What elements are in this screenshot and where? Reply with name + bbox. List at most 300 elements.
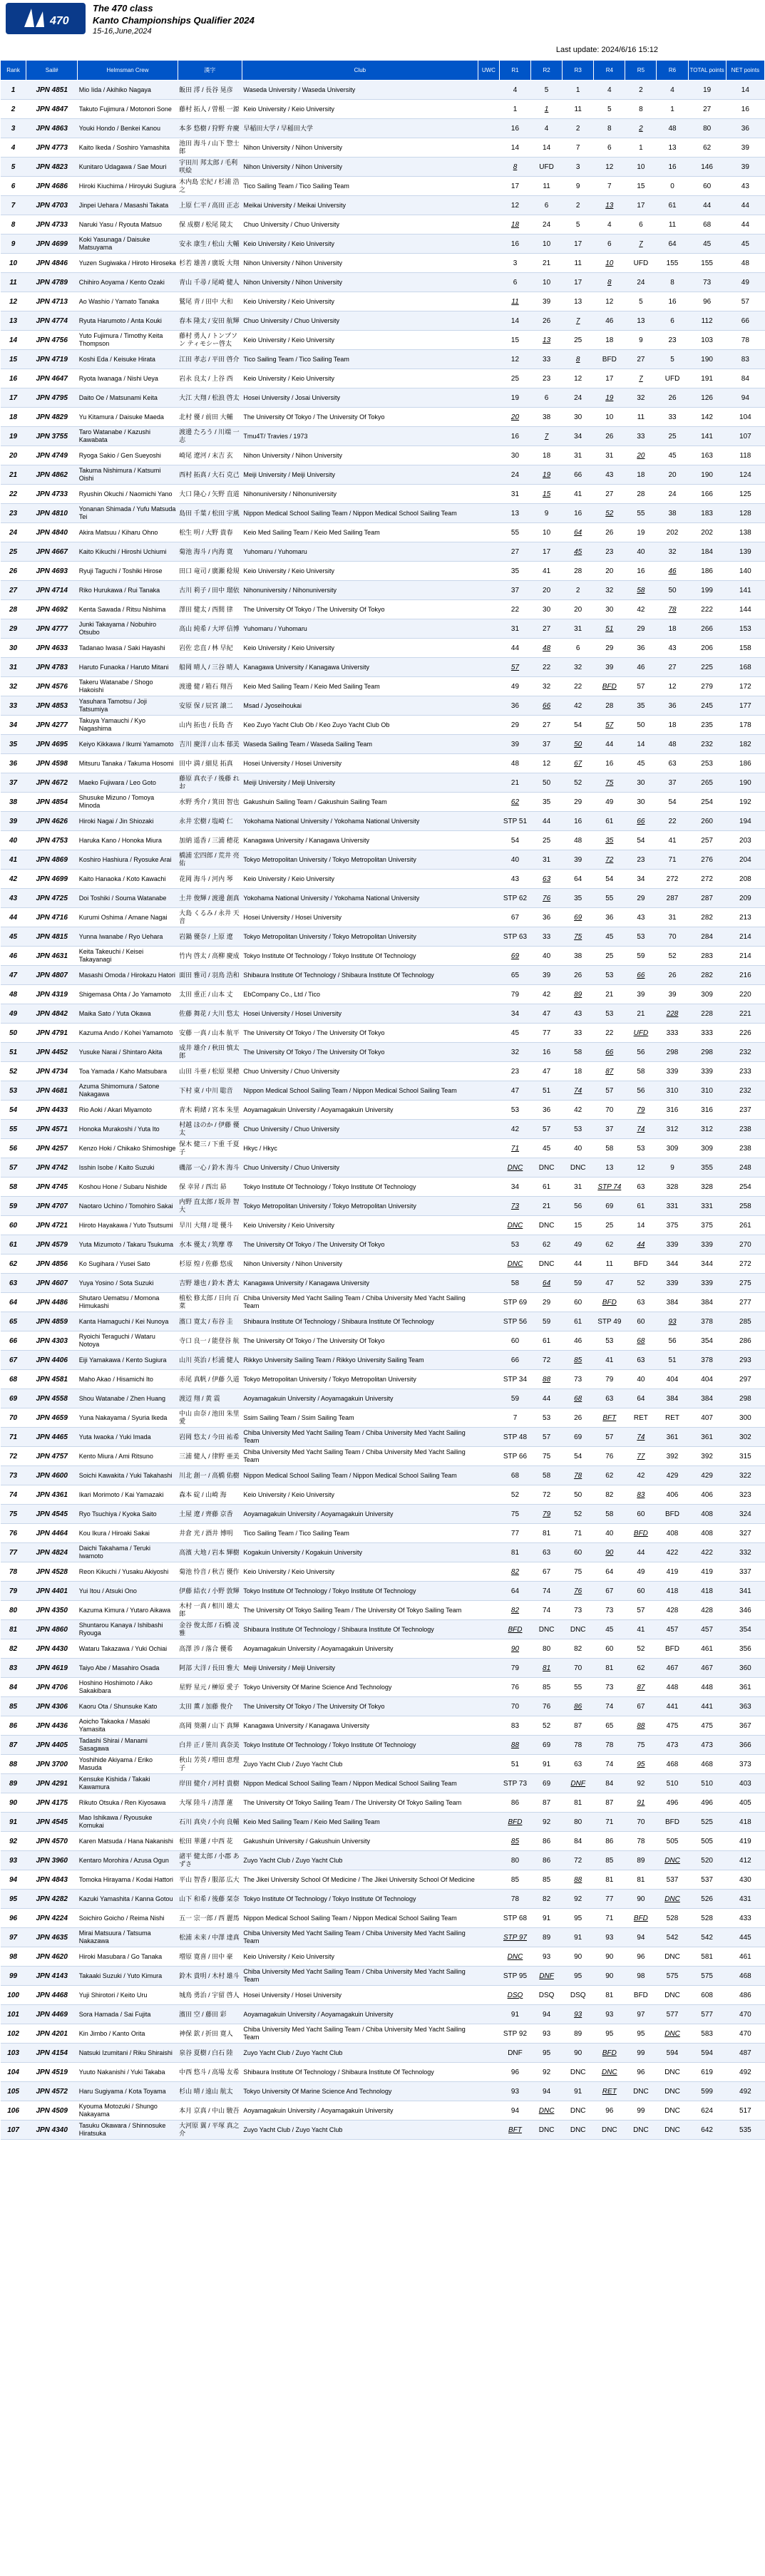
race-score-cell: 70 bbox=[657, 927, 688, 947]
crew-kanji-cell: 神保 欽 / 折田 寛人 bbox=[178, 2024, 242, 2044]
race-score-cell: 53 bbox=[594, 1331, 625, 1351]
club-cell: Keio University / Keio University bbox=[242, 100, 478, 119]
race-score-cell: 37 bbox=[657, 773, 688, 793]
club-cell: Chuo University / Chuo University bbox=[242, 1120, 478, 1139]
crew-kanji-cell: 永井 宏樹 / 塩崎 仁 bbox=[178, 812, 242, 831]
column-header[interactable]: UWC bbox=[478, 61, 499, 81]
rank-cell: 52 bbox=[1, 1062, 26, 1081]
club-cell: Keio University / Keio University bbox=[242, 1485, 478, 1505]
rank-cell: 101 bbox=[1, 2005, 26, 2024]
race-score-cell: 19 bbox=[531, 465, 563, 485]
crew-kanji-cell: 太田 薫 / 加藤 俊介 bbox=[178, 1697, 242, 1716]
race-score-cell: 67 bbox=[499, 908, 530, 927]
crew-names-cell: Takuto Fujimura / Motonori Sone bbox=[78, 100, 178, 119]
result-row bbox=[1, 581, 765, 600]
result-row bbox=[1, 1678, 765, 1697]
result-row bbox=[1, 600, 765, 619]
race-score-cell: 20 bbox=[499, 408, 530, 427]
crew-kanji-cell: 井倉 光 / 酒井 博明 bbox=[178, 1524, 242, 1543]
crew-kanji-cell: 寺口 良一 / 能登谷 航 bbox=[178, 1331, 242, 1351]
club-cell: Chiba University Med Yacht Sailing Team / Chiba University Med Yacht Sailing Team bbox=[242, 1928, 478, 1947]
net-points-cell: 324 bbox=[726, 1505, 764, 1524]
race-score-cell: 18 bbox=[563, 1062, 594, 1081]
rank-cell: 90 bbox=[1, 1793, 26, 1813]
race-score-cell: 32 bbox=[499, 1043, 530, 1062]
race-score-cell: 473 bbox=[657, 1736, 688, 1755]
race-score-cell: 81 bbox=[531, 1659, 563, 1678]
rank-cell: 65 bbox=[1, 1312, 26, 1331]
total-points-cell: 331 bbox=[688, 1197, 726, 1216]
race-score-cell: 57 bbox=[625, 1601, 657, 1620]
club-cell: Nihon University / Nihon University bbox=[242, 273, 478, 292]
result-row bbox=[1, 311, 765, 331]
race-score-cell: 69 bbox=[499, 947, 530, 966]
rank-cell: 25 bbox=[1, 542, 26, 562]
rank-cell: 8 bbox=[1, 215, 26, 235]
crew-names-cell: Hiroki Masubara / Go Tanaka bbox=[78, 1947, 178, 1967]
club-cell: Tokyo University Of Marine Science And Technology bbox=[242, 1678, 478, 1697]
race-score-cell: 32 bbox=[625, 388, 657, 408]
race-score-cell: 27 bbox=[499, 542, 530, 562]
event-dates: 15-16,June,2024 bbox=[93, 27, 152, 36]
club-cell: Chiba University Med Yacht Sailing Team / Chiba University Med Yacht Sailing Team bbox=[242, 1967, 478, 1986]
net-points-cell: 248 bbox=[726, 1158, 764, 1178]
race-score-cell: BFD bbox=[499, 1620, 530, 1639]
race-score-cell: 69 bbox=[563, 1428, 594, 1447]
race-score-cell: 60 bbox=[499, 1331, 530, 1351]
total-points-cell: 594 bbox=[688, 2044, 726, 2063]
race-score-cell: 44 bbox=[594, 735, 625, 754]
race-score-cell: 69 bbox=[563, 908, 594, 927]
race-score-cell: 9 bbox=[625, 331, 657, 350]
crew-kanji-cell: 藤村 勇人 / トンプソン ティモシー啓太 bbox=[178, 331, 242, 350]
race-score-cell: 14 bbox=[531, 138, 563, 158]
race-score-cell: 72 bbox=[563, 1851, 594, 1870]
race-score-cell: 73 bbox=[563, 1370, 594, 1389]
uwc-cell bbox=[478, 542, 499, 562]
race-score-cell: 33 bbox=[657, 408, 688, 427]
total-points-cell: 422 bbox=[688, 1543, 726, 1562]
uwc-cell bbox=[478, 2121, 499, 2140]
race-score-cell: 90 bbox=[594, 1967, 625, 1986]
race-score-cell: 42 bbox=[563, 696, 594, 716]
total-points-cell: 339 bbox=[688, 1062, 726, 1081]
race-score-cell: 339 bbox=[657, 1062, 688, 1081]
race-score-cell: 62 bbox=[531, 1235, 563, 1254]
total-points-cell: 287 bbox=[688, 889, 726, 908]
net-points-cell: 341 bbox=[726, 1582, 764, 1601]
race-score-cell: 37 bbox=[499, 581, 530, 600]
total-points-cell: 375 bbox=[688, 1216, 726, 1235]
sail-number-cell: JPN 4789 bbox=[26, 273, 78, 292]
column-header[interactable]: Sail# bbox=[26, 61, 78, 81]
race-score-cell: 29 bbox=[531, 1293, 563, 1312]
race-score-cell: 12 bbox=[531, 754, 563, 773]
column-header[interactable]: 漢字 bbox=[178, 61, 242, 81]
rank-cell: 23 bbox=[1, 504, 26, 523]
race-score-cell: 57 bbox=[594, 1081, 625, 1101]
race-score-cell: 95 bbox=[531, 2044, 563, 2063]
crew-names-cell: Aoicho Takaoka / Masaki Yamasita bbox=[78, 1716, 178, 1736]
race-score-cell: 53 bbox=[563, 1120, 594, 1139]
total-points-cell: 354 bbox=[688, 1331, 726, 1351]
net-points-cell: 237 bbox=[726, 1101, 764, 1120]
crew-names-cell: Rio Aoki / Akari Miyamoto bbox=[78, 1101, 178, 1120]
total-points-cell: 142 bbox=[688, 408, 726, 427]
rank-cell: 57 bbox=[1, 1158, 26, 1178]
uwc-cell bbox=[478, 1774, 499, 1793]
result-row bbox=[1, 1081, 765, 1101]
uwc-cell bbox=[478, 350, 499, 369]
race-score-cell: 310 bbox=[657, 1081, 688, 1101]
crew-names-cell: Maeko Fujiwara / Leo Goto bbox=[78, 773, 178, 793]
race-score-cell: BFD bbox=[594, 350, 625, 369]
uwc-cell bbox=[478, 1832, 499, 1851]
column-header[interactable]: R3 bbox=[563, 61, 594, 81]
uwc-cell bbox=[478, 1139, 499, 1158]
race-score-cell: 74 bbox=[563, 1081, 594, 1101]
crew-names-cell: Takeru Watanabe / Shogo Hakoishi bbox=[78, 677, 178, 696]
sail-number-cell: JPN 4703 bbox=[26, 196, 78, 215]
club-cell: Nihon University / Nihon University bbox=[242, 446, 478, 465]
column-header[interactable]: R6 bbox=[657, 61, 688, 81]
race-score-cell: 44 bbox=[563, 1254, 594, 1274]
rank-cell: 82 bbox=[1, 1639, 26, 1659]
crew-names-cell: Haruto Funaoka / Haruto Mitani bbox=[78, 658, 178, 677]
net-points-cell: 360 bbox=[726, 1659, 764, 1678]
race-score-cell: 52 bbox=[594, 504, 625, 523]
crew-names-cell: Wataru Takazawa / Yuki Ochiai bbox=[78, 1639, 178, 1659]
race-score-cell: 25 bbox=[563, 331, 594, 350]
race-score-cell: 87 bbox=[594, 1793, 625, 1813]
race-score-cell: 25 bbox=[499, 369, 530, 388]
net-points-cell: 354 bbox=[726, 1620, 764, 1639]
sail-number-cell: JPN 4742 bbox=[26, 1158, 78, 1178]
net-points-cell: 430 bbox=[726, 1870, 764, 1890]
net-points-cell: 104 bbox=[726, 408, 764, 427]
race-score-cell: 3 bbox=[563, 158, 594, 177]
sail-number-cell: JPN 4154 bbox=[26, 2044, 78, 2063]
net-points-cell: 39 bbox=[726, 138, 764, 158]
race-score-cell: 27 bbox=[657, 658, 688, 677]
uwc-cell bbox=[478, 1216, 499, 1235]
crew-kanji-cell: 花岡 海斗 / 河内 琴 bbox=[178, 870, 242, 889]
uwc-cell bbox=[478, 331, 499, 350]
race-score-cell: 94 bbox=[499, 2101, 530, 2121]
column-header[interactable]: Club bbox=[242, 61, 478, 81]
race-score-cell: 67 bbox=[563, 754, 594, 773]
rank-cell: 74 bbox=[1, 1485, 26, 1505]
race-score-cell: 85 bbox=[594, 1851, 625, 1870]
rank-cell: 80 bbox=[1, 1601, 26, 1620]
rank-cell: 69 bbox=[1, 1389, 26, 1408]
uwc-cell bbox=[478, 1947, 499, 1967]
race-score-cell: 21 bbox=[531, 254, 563, 273]
race-score-cell: 47 bbox=[594, 1274, 625, 1293]
race-score-cell: BFD bbox=[594, 1293, 625, 1312]
race-score-cell: 81 bbox=[499, 1543, 530, 1562]
race-score-cell: 90 bbox=[594, 1543, 625, 1562]
crew-kanji-cell: 白井 正 / 笹川 真奈美 bbox=[178, 1736, 242, 1755]
uwc-cell bbox=[478, 2024, 499, 2044]
rank-cell: 13 bbox=[1, 311, 26, 331]
race-score-cell: 89 bbox=[563, 2024, 594, 2044]
result-row bbox=[1, 292, 765, 311]
race-score-cell: 419 bbox=[657, 1562, 688, 1582]
race-score-cell: STP 69 bbox=[499, 1293, 530, 1312]
race-score-cell: 26 bbox=[657, 388, 688, 408]
race-score-cell: 26 bbox=[563, 966, 594, 985]
column-header[interactable]: Helmsman Crew bbox=[78, 61, 178, 81]
result-row bbox=[1, 388, 765, 408]
crew-kanji-cell: 宇田川 邦太郎 / 毛利 咲絵 bbox=[178, 158, 242, 177]
rank-cell: 29 bbox=[1, 619, 26, 639]
crew-kanji-cell: 岩岡 悠太 / 今田 祐希 bbox=[178, 1428, 242, 1447]
race-score-cell: 25 bbox=[594, 1216, 625, 1235]
crew-kanji-cell: 金谷 俊太郎 / 石橋 凌雅 bbox=[178, 1620, 242, 1639]
race-score-cell: 12 bbox=[499, 350, 530, 369]
race-score-cell: 16 bbox=[563, 504, 594, 523]
net-points-cell: 182 bbox=[726, 735, 764, 754]
race-score-cell: 9 bbox=[657, 1158, 688, 1178]
sail-number-cell: JPN 4716 bbox=[26, 908, 78, 927]
race-score-cell: STP 62 bbox=[499, 889, 530, 908]
rank-cell: 38 bbox=[1, 793, 26, 812]
race-score-cell: 73 bbox=[594, 1601, 625, 1620]
race-score-cell: 73 bbox=[563, 1601, 594, 1620]
race-score-cell: 14 bbox=[625, 1216, 657, 1235]
crew-kanji-cell: 森本 碇 / 山崎 海 bbox=[178, 1485, 242, 1505]
column-header[interactable]: NET points bbox=[726, 61, 764, 81]
total-points-cell: 624 bbox=[688, 2101, 726, 2121]
race-score-cell: 496 bbox=[657, 1793, 688, 1813]
rank-cell: 85 bbox=[1, 1697, 26, 1716]
column-header[interactable]: TOTAL points bbox=[688, 61, 726, 81]
club-cell: Chiba University Med Yacht Sailing Team / Chiba University Med Yacht Sailing Team bbox=[242, 1428, 478, 1447]
race-score-cell: 85 bbox=[563, 1351, 594, 1370]
total-points-cell: 406 bbox=[688, 1485, 726, 1505]
race-score-cell: 46 bbox=[657, 562, 688, 581]
total-points-cell: 68 bbox=[688, 215, 726, 235]
total-points-cell: 496 bbox=[688, 1793, 726, 1813]
club-cell: Aoyamagakuin University / Aoyamagakuin University bbox=[242, 1505, 478, 1524]
column-header[interactable]: R4 bbox=[594, 61, 625, 81]
result-row bbox=[1, 1986, 765, 2005]
race-score-cell: 17 bbox=[499, 177, 530, 196]
race-score-cell: 13 bbox=[594, 196, 625, 215]
race-score-cell: 43 bbox=[625, 908, 657, 927]
result-row bbox=[1, 2024, 765, 2044]
race-score-cell: 34 bbox=[625, 870, 657, 889]
crew-names-cell: Tomoka Hirayama / Kodai Hattori bbox=[78, 1870, 178, 1890]
crew-names-cell: Kanta Hamaguchi / Kei Nunoya bbox=[78, 1312, 178, 1331]
race-score-cell: BFD bbox=[657, 1505, 688, 1524]
page-title: The 470 class bbox=[93, 3, 153, 14]
sail-number-cell: JPN 4572 bbox=[26, 2082, 78, 2101]
uwc-cell bbox=[478, 523, 499, 542]
club-cell: Nippon Medical School Sailing Team / Nippon Medical School Sailing Team bbox=[242, 1909, 478, 1928]
race-score-cell: 52 bbox=[499, 1485, 530, 1505]
race-score-cell: 75 bbox=[531, 1447, 563, 1466]
race-score-cell: 72 bbox=[531, 1485, 563, 1505]
race-score-cell: 42 bbox=[563, 1101, 594, 1120]
rank-cell: 19 bbox=[1, 427, 26, 446]
rank-cell: 39 bbox=[1, 812, 26, 831]
race-score-cell: 298 bbox=[657, 1043, 688, 1062]
race-score-cell: 8 bbox=[594, 273, 625, 292]
net-points-cell: 177 bbox=[726, 696, 764, 716]
result-row bbox=[1, 446, 765, 465]
race-score-cell: 22 bbox=[594, 1024, 625, 1043]
uwc-cell bbox=[478, 1639, 499, 1659]
result-row bbox=[1, 235, 765, 254]
sail-number-cell: JPN 4405 bbox=[26, 1736, 78, 1755]
race-score-cell: 49 bbox=[594, 793, 625, 812]
club-cell: Aoyamagakuin University / Aoyamagakuin University bbox=[242, 1389, 478, 1408]
race-score-cell: 4 bbox=[499, 81, 530, 100]
crew-kanji-cell: 川北 創一 / 高橋 佑樹 bbox=[178, 1466, 242, 1485]
sail-number-cell: JPN 4291 bbox=[26, 1774, 78, 1793]
uwc-cell bbox=[478, 947, 499, 966]
race-score-cell: 78 bbox=[657, 600, 688, 619]
rank-cell: 87 bbox=[1, 1736, 26, 1755]
race-score-cell: 33 bbox=[563, 1024, 594, 1043]
crew-names-cell: Yuya Yosino / Sota Suzuki bbox=[78, 1274, 178, 1293]
crew-names-cell: Kaoru Ota / Shunsuke Kato bbox=[78, 1697, 178, 1716]
race-score-cell: UFD bbox=[625, 254, 657, 273]
rank-cell: 15 bbox=[1, 350, 26, 369]
race-score-cell: 30 bbox=[531, 600, 563, 619]
total-points-cell: 537 bbox=[688, 1870, 726, 1890]
result-row bbox=[1, 369, 765, 388]
race-score-cell: 344 bbox=[657, 1254, 688, 1274]
sail-number-cell: JPN 4579 bbox=[26, 1235, 78, 1254]
uwc-cell bbox=[478, 1428, 499, 1447]
column-header[interactable]: R1 bbox=[499, 61, 530, 81]
result-row bbox=[1, 696, 765, 716]
race-score-cell: 36 bbox=[531, 1101, 563, 1120]
club-cell: Gakushuin University / Gakushuin University bbox=[242, 1832, 478, 1851]
race-score-cell: 1 bbox=[563, 81, 594, 100]
sail-number-cell: JPN 4468 bbox=[26, 1986, 78, 2005]
crew-names-cell: Kunitaro Udagawa / Sae Mouri bbox=[78, 158, 178, 177]
race-score-cell: 62 bbox=[625, 1659, 657, 1678]
race-score-cell: 94 bbox=[625, 1928, 657, 1947]
uwc-cell bbox=[478, 1351, 499, 1370]
rank-cell: 21 bbox=[1, 465, 26, 485]
race-score-cell: 27 bbox=[594, 485, 625, 504]
result-row bbox=[1, 1024, 765, 1043]
last-update: Last update: 2024/6/16 15:12 bbox=[555, 46, 658, 54]
crew-names-cell: Taiyo Abe / Masahiro Osada bbox=[78, 1659, 178, 1678]
race-score-cell: 53 bbox=[531, 1408, 563, 1428]
uwc-cell bbox=[478, 446, 499, 465]
sail-number-cell: JPN 4626 bbox=[26, 812, 78, 831]
club-cell: Hosei University / Hosei University bbox=[242, 754, 478, 773]
column-header[interactable]: Rank bbox=[1, 61, 26, 81]
club-cell: Keio University / Keio University bbox=[242, 369, 478, 388]
race-score-cell: 35 bbox=[499, 562, 530, 581]
total-points-cell: 235 bbox=[688, 716, 726, 735]
net-points-cell: 517 bbox=[726, 2101, 764, 2121]
net-points-cell: 158 bbox=[726, 639, 764, 658]
result-row bbox=[1, 350, 765, 369]
crew-kanji-cell: 面田 雅司 / 羽鳥 浩和 bbox=[178, 966, 242, 985]
crew-names-cell: Naotaro Uchino / Tomohiro Sakai bbox=[78, 1197, 178, 1216]
result-row bbox=[1, 1813, 765, 1832]
total-points-cell: 225 bbox=[688, 658, 726, 677]
column-header[interactable]: R5 bbox=[625, 61, 657, 81]
sail-number-cell: JPN 4570 bbox=[26, 1832, 78, 1851]
total-points-cell: 448 bbox=[688, 1678, 726, 1697]
result-row bbox=[1, 619, 765, 639]
rank-cell: 35 bbox=[1, 735, 26, 754]
club-cell: Keio University / Keio University bbox=[242, 1947, 478, 1967]
sail-number-cell: JPN 4464 bbox=[26, 1524, 78, 1543]
race-score-cell: 48 bbox=[657, 119, 688, 138]
race-score-cell: 12 bbox=[594, 292, 625, 311]
column-header[interactable]: R2 bbox=[531, 61, 563, 81]
race-score-cell: 81 bbox=[594, 1986, 625, 2005]
net-points-cell: 107 bbox=[726, 427, 764, 446]
crew-names-cell: Kyouma Motozuki / Shungo Nakayama bbox=[78, 2101, 178, 2121]
race-score-cell: 18 bbox=[499, 215, 530, 235]
uwc-cell bbox=[478, 1601, 499, 1620]
race-score-cell: 467 bbox=[657, 1659, 688, 1678]
race-score-cell: 85 bbox=[499, 1870, 530, 1890]
race-score-cell: 36 bbox=[625, 639, 657, 658]
race-score-cell: 86 bbox=[531, 1851, 563, 1870]
total-points-cell: 577 bbox=[688, 2005, 726, 2024]
club-cell: Yuhomaru / Yuhomaru bbox=[242, 542, 478, 562]
result-row bbox=[1, 119, 765, 138]
race-score-cell: 63 bbox=[657, 754, 688, 773]
crew-kanji-cell: 大江 大翔 / 松浪 啓太 bbox=[178, 388, 242, 408]
uwc-cell bbox=[478, 985, 499, 1004]
race-score-cell: 80 bbox=[531, 1639, 563, 1659]
total-points-cell: 355 bbox=[688, 1158, 726, 1178]
race-score-cell: 429 bbox=[657, 1466, 688, 1485]
uwc-cell bbox=[478, 369, 499, 388]
net-points-cell: 285 bbox=[726, 1312, 764, 1331]
uwc-cell bbox=[478, 1178, 499, 1197]
total-points-cell: 378 bbox=[688, 1351, 726, 1370]
crew-kanji-cell: 保木 健三 / 下重 千夏子 bbox=[178, 1139, 242, 1158]
race-score-cell: 37 bbox=[594, 1120, 625, 1139]
crew-names-cell: Maika Sato / Yuta Okawa bbox=[78, 1004, 178, 1024]
race-score-cell: 88 bbox=[625, 1716, 657, 1736]
total-points-cell: 361 bbox=[688, 1428, 726, 1447]
club-cell: Tico Sailing Team / Tico Sailing Team bbox=[242, 350, 478, 369]
club-cell: 早稲田大学 / 早稲田大学 bbox=[242, 119, 478, 138]
race-score-cell: 57 bbox=[531, 1120, 563, 1139]
sail-number-cell: JPN 4699 bbox=[26, 870, 78, 889]
race-score-cell: 34 bbox=[499, 1004, 530, 1024]
uwc-cell bbox=[478, 427, 499, 446]
crew-names-cell: Yuta Mizumoto / Takaru Tsukuma bbox=[78, 1235, 178, 1254]
club-cell: The University Of Tokyo / The University Of Tokyo bbox=[242, 1331, 478, 1351]
race-score-cell: 328 bbox=[657, 1178, 688, 1197]
club-cell: The University Of Tokyo Sailing Team / The University Of Tokyo Sailing Team bbox=[242, 1601, 478, 1620]
race-score-cell: 58 bbox=[594, 1505, 625, 1524]
race-score-cell: 53 bbox=[499, 1101, 530, 1120]
sail-number-cell: JPN 4486 bbox=[26, 1293, 78, 1312]
race-score-cell: 90 bbox=[563, 1947, 594, 1967]
result-row bbox=[1, 177, 765, 196]
rank-cell: 48 bbox=[1, 985, 26, 1004]
club-cell: Shibaura Institute Of Technology / Shibaura Institute Of Technology bbox=[242, 966, 478, 985]
sail-number-cell: JPN 4282 bbox=[26, 1890, 78, 1909]
